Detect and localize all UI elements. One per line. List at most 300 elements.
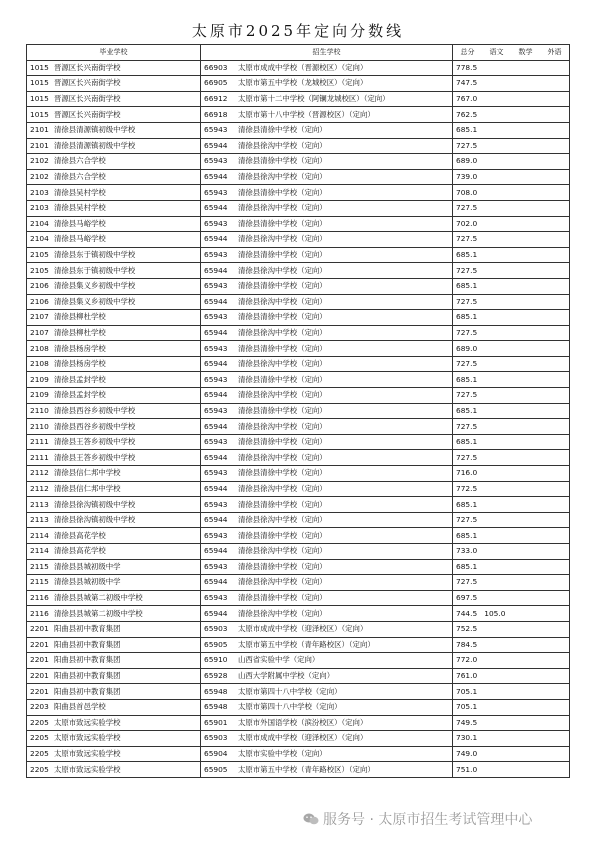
- school-name: 清徐县杨房学校: [54, 343, 106, 353]
- score-cell: [453, 606, 570, 622]
- score-cell: [453, 575, 570, 591]
- target-name: 清徐县清徐中学校（定向）: [238, 312, 327, 322]
- school-name: 晋源区长兴南街学校: [54, 78, 121, 88]
- total-score: 751.0: [456, 764, 478, 774]
- school-cell: [27, 310, 201, 326]
- total-score: 685.1: [456, 250, 478, 260]
- target-code: 65943: [204, 312, 228, 322]
- target-name: 清徐县清徐中学校（定向）: [238, 125, 327, 135]
- school-code: 2107: [30, 327, 49, 337]
- table-row: [27, 668, 570, 684]
- school-code: 2105: [30, 250, 49, 260]
- target-name: 清徐县徐沟中学校（定向）: [238, 390, 327, 400]
- target-code: 65944: [204, 577, 228, 587]
- target-code: 65943: [204, 374, 228, 384]
- target-code: 65903: [204, 624, 228, 634]
- target-cell: [201, 278, 453, 294]
- total-score: 685.1: [456, 405, 478, 415]
- target-name: 清徐县清徐中学校（定向）: [238, 593, 327, 603]
- school-cell: [27, 668, 201, 684]
- school-name: 清徐县柳杜学校: [54, 312, 106, 322]
- school-code: 2109: [30, 390, 49, 400]
- school-name: 清徐县东于镇初级中学校: [54, 250, 136, 260]
- target-name: 太原市成成中学校（迎泽校区）（定向）: [238, 733, 368, 743]
- target-code: 65943: [204, 405, 228, 415]
- score-cell: [453, 699, 570, 715]
- total-score: 727.5: [456, 140, 478, 150]
- target-code: 65905: [204, 639, 228, 649]
- total-score: 727.5: [456, 452, 478, 462]
- target-code: 65944: [204, 390, 228, 400]
- total-score: 727.5: [456, 203, 478, 213]
- table-row: [27, 590, 570, 606]
- target-name: 清徐县清徐中学校（定向）: [238, 187, 327, 197]
- target-code: 65944: [204, 234, 228, 244]
- school-name: 清徐县信仁邦中学校: [54, 483, 121, 493]
- target-name: 太原市第四十八中学校（定向）: [238, 686, 342, 696]
- target-cell: [201, 528, 453, 544]
- target-code: 65943: [204, 281, 228, 291]
- school-cell: [27, 731, 201, 747]
- score-cell: [453, 325, 570, 341]
- score-cell: [453, 76, 570, 92]
- school-code: 2201: [30, 639, 49, 649]
- target-code: 65944: [204, 172, 228, 182]
- school-code: 2113: [30, 515, 49, 525]
- school-code: 2205: [30, 749, 49, 759]
- total-score: 744.5: [456, 608, 478, 618]
- school-name: 阳曲县初中教育集团: [54, 671, 121, 681]
- total-score: 689.0: [456, 343, 478, 353]
- chinese-score: 105.0: [484, 608, 506, 618]
- table-row: [27, 216, 570, 232]
- header-target: 招生学校: [201, 45, 453, 61]
- total-score: 685.1: [456, 125, 478, 135]
- target-name: 清徐县清徐中学校（定向）: [238, 468, 327, 478]
- table-row: [27, 434, 570, 450]
- table-row: [27, 91, 570, 107]
- school-name: 清徐县六合学校: [54, 156, 106, 166]
- total-score: 685.1: [456, 530, 478, 540]
- school-name: 太原市致远实验学校: [54, 733, 121, 743]
- table-row: [27, 653, 570, 669]
- school-name: 晋源区长兴南街学校: [54, 109, 121, 119]
- target-code: 65944: [204, 203, 228, 213]
- total-score: 727.5: [456, 359, 478, 369]
- score-cell: [453, 200, 570, 216]
- score-cell: [453, 185, 570, 201]
- target-code: 65943: [204, 437, 228, 447]
- target-name: 清徐县徐沟中学校（定向）: [238, 140, 327, 150]
- target-cell: [201, 138, 453, 154]
- target-cell: [201, 684, 453, 700]
- school-cell: [27, 419, 201, 435]
- table-row: [27, 388, 570, 404]
- school-cell: [27, 341, 201, 357]
- score-cell: [453, 356, 570, 372]
- school-name: 阳曲县初中教育集团: [54, 624, 121, 634]
- target-cell: [201, 653, 453, 669]
- total-score: 727.5: [456, 234, 478, 244]
- total-score: 708.0: [456, 187, 478, 197]
- school-name: 清徐县徐沟镇初级中学校: [54, 515, 136, 525]
- total-score: 739.0: [456, 172, 478, 182]
- school-cell: [27, 185, 201, 201]
- school-cell: [27, 91, 201, 107]
- header-math: 数学: [518, 48, 533, 57]
- target-cell: [201, 60, 453, 76]
- school-name: 清徐县集义乡初级中学校: [54, 281, 136, 291]
- school-code: 2114: [30, 546, 49, 556]
- school-code: 2114: [30, 530, 49, 540]
- target-name: 清徐县清徐中学校（定向）: [238, 530, 327, 540]
- school-name: 阳曲县初中教育集团: [54, 639, 121, 649]
- school-code: 2205: [30, 717, 49, 727]
- table-row: [27, 699, 570, 715]
- school-cell: [27, 684, 201, 700]
- school-name: 清徐县王答乡初级中学校: [54, 452, 136, 462]
- score-cell: [453, 746, 570, 762]
- school-code: 1015: [30, 109, 49, 119]
- score-cell: [453, 466, 570, 482]
- school-code: 2105: [30, 265, 49, 275]
- school-code: 2106: [30, 281, 49, 291]
- target-cell: [201, 185, 453, 201]
- school-cell: [27, 544, 201, 560]
- target-cell: [201, 107, 453, 123]
- school-cell: [27, 294, 201, 310]
- score-cell: [453, 731, 570, 747]
- score-cell: [453, 481, 570, 497]
- school-code: 2115: [30, 577, 49, 587]
- target-cell: [201, 216, 453, 232]
- school-name: 清徐县吴村学校: [54, 203, 106, 213]
- school-code: 2110: [30, 405, 49, 415]
- school-code: 2205: [30, 764, 49, 774]
- target-code: 65943: [204, 218, 228, 228]
- school-cell: [27, 699, 201, 715]
- target-cell: [201, 699, 453, 715]
- header-english: 外语: [547, 48, 562, 57]
- school-name: 太原市致远实验学校: [54, 717, 121, 727]
- school-code: 2201: [30, 624, 49, 634]
- score-cell: [453, 653, 570, 669]
- table-row: [27, 341, 570, 357]
- target-cell: [201, 356, 453, 372]
- score-cell: [453, 169, 570, 185]
- school-cell: [27, 107, 201, 123]
- target-name: 清徐县清徐中学校（定向）: [238, 499, 327, 509]
- school-name: 清徐县县城第二初级中学校: [54, 608, 143, 618]
- table-row: [27, 403, 570, 419]
- target-name: 清徐县徐沟中学校（定向）: [238, 515, 327, 525]
- school-cell: [27, 138, 201, 154]
- score-cell: [453, 668, 570, 684]
- school-code: 2107: [30, 312, 49, 322]
- target-name: 清徐县清徐中学校（定向）: [238, 218, 327, 228]
- score-cell: [453, 403, 570, 419]
- school-name: 清徐县孟封学校: [54, 390, 106, 400]
- total-score: 685.1: [456, 374, 478, 384]
- target-code: 65943: [204, 250, 228, 260]
- score-cell: [453, 434, 570, 450]
- score-cell: [453, 107, 570, 123]
- school-code: 2116: [30, 608, 49, 618]
- school-code: 2109: [30, 374, 49, 384]
- target-code: 65943: [204, 156, 228, 166]
- target-name: 清徐县清徐中学校（定向）: [238, 281, 327, 291]
- score-cell: [453, 590, 570, 606]
- target-cell: [201, 310, 453, 326]
- table-row: [27, 575, 570, 591]
- table-row: [27, 762, 570, 778]
- target-name: 太原市第十二中学校（阿镧龙城校区）（定向）: [238, 94, 390, 104]
- school-cell: [27, 481, 201, 497]
- school-cell: [27, 76, 201, 92]
- school-code: 2111: [30, 452, 49, 462]
- school-name: 清徐县县城第二初级中学校: [54, 593, 143, 603]
- total-score: 685.1: [456, 561, 478, 571]
- target-name: 太原市外国语学校（滨汾校区）（定向）: [238, 717, 368, 727]
- target-code: 65944: [204, 265, 228, 275]
- target-name: 清徐县徐沟中学校（定向）: [238, 608, 327, 618]
- score-table: [26, 44, 570, 778]
- target-name: 清徐县徐沟中学校（定向）: [238, 359, 327, 369]
- total-score: 784.5: [456, 639, 478, 649]
- score-cell: [453, 216, 570, 232]
- school-code: 2106: [30, 296, 49, 306]
- school-name: 清徐县柳杜学校: [54, 327, 106, 337]
- target-code: 65943: [204, 187, 228, 197]
- target-code: 65905: [204, 764, 228, 774]
- score-cell: [453, 341, 570, 357]
- total-score: 727.5: [456, 327, 478, 337]
- target-name: 清徐县清徐中学校（定向）: [238, 250, 327, 260]
- target-cell: [201, 575, 453, 591]
- header-scores: [453, 45, 570, 61]
- total-score: 733.0: [456, 546, 478, 556]
- score-cell: [453, 122, 570, 138]
- target-cell: [201, 403, 453, 419]
- school-name: 清徐县马峪学校: [54, 234, 106, 244]
- target-cell: [201, 294, 453, 310]
- table-row: [27, 606, 570, 622]
- target-name: 清徐县清徐中学校（定向）: [238, 405, 327, 415]
- school-code: 2104: [30, 234, 49, 244]
- score-cell: [453, 559, 570, 575]
- score-cell: [453, 450, 570, 466]
- target-code: 66903: [204, 62, 228, 72]
- school-cell: [27, 590, 201, 606]
- target-name: 太原市第五中学校（青年路校区）（定向）: [238, 764, 375, 774]
- school-name: 清徐县集义乡初级中学校: [54, 296, 136, 306]
- table-row: [27, 450, 570, 466]
- target-code: 66905: [204, 78, 228, 88]
- school-code: 2111: [30, 437, 49, 447]
- table-row: [27, 528, 570, 544]
- table-row: [27, 232, 570, 248]
- score-cell: [453, 310, 570, 326]
- table-row: [27, 278, 570, 294]
- target-cell: [201, 559, 453, 575]
- target-code: 65904: [204, 749, 228, 759]
- target-name: 太原市第四十八中学校（定向）: [238, 702, 342, 712]
- school-cell: [27, 122, 201, 138]
- school-code: 2102: [30, 172, 49, 182]
- score-cell: [453, 715, 570, 731]
- target-cell: [201, 76, 453, 92]
- table-row: [27, 263, 570, 279]
- target-cell: [201, 746, 453, 762]
- school-cell: [27, 434, 201, 450]
- school-cell: [27, 653, 201, 669]
- target-cell: [201, 715, 453, 731]
- target-cell: [201, 247, 453, 263]
- target-name: 太原市第十八中学校（晋源校区）（定向）: [238, 109, 375, 119]
- score-cell: [453, 512, 570, 528]
- school-cell: [27, 715, 201, 731]
- target-cell: [201, 466, 453, 482]
- target-name: 清徐县清徐中学校（定向）: [238, 561, 327, 571]
- target-code: 65910: [204, 655, 228, 665]
- school-name: 清徐县西谷乡初级中学校: [54, 421, 136, 431]
- target-cell: [201, 434, 453, 450]
- table-row: [27, 497, 570, 513]
- school-code: 2201: [30, 671, 49, 681]
- target-cell: [201, 450, 453, 466]
- school-code: 2112: [30, 468, 49, 478]
- school-cell: [27, 216, 201, 232]
- total-score: 761.0: [456, 671, 478, 681]
- header-chinese: 语文: [489, 48, 504, 57]
- total-score: 749.5: [456, 717, 478, 727]
- school-name: 清徐县信仁邦中学校: [54, 468, 121, 478]
- target-code: 65943: [204, 125, 228, 135]
- target-cell: [201, 388, 453, 404]
- table-row: [27, 294, 570, 310]
- table-body: [27, 60, 570, 777]
- table-row: [27, 637, 570, 653]
- target-code: 65903: [204, 733, 228, 743]
- table-row: [27, 684, 570, 700]
- target-name: 清徐县徐沟中学校（定向）: [238, 172, 327, 182]
- table-row: [27, 169, 570, 185]
- target-cell: [201, 637, 453, 653]
- table-row: [27, 154, 570, 170]
- school-cell: [27, 746, 201, 762]
- target-cell: [201, 497, 453, 513]
- school-name: 清徐县清源镇初级中学校: [54, 125, 136, 135]
- target-code: 65943: [204, 593, 228, 603]
- total-score: 685.1: [456, 281, 478, 291]
- table-row: [27, 481, 570, 497]
- target-code: 65901: [204, 717, 228, 727]
- target-name: 清徐县徐沟中学校（定向）: [238, 421, 327, 431]
- target-cell: [201, 200, 453, 216]
- target-cell: [201, 512, 453, 528]
- total-score: 705.1: [456, 702, 478, 712]
- school-code: 2101: [30, 140, 49, 150]
- table-row: [27, 185, 570, 201]
- score-cell: [453, 372, 570, 388]
- score-cell: [453, 762, 570, 778]
- school-name: 晋源区长兴南街学校: [54, 62, 121, 72]
- total-score: 752.5: [456, 624, 478, 634]
- target-code: 65948: [204, 702, 228, 712]
- school-code: 2201: [30, 655, 49, 665]
- school-cell: [27, 497, 201, 513]
- target-name: 清徐县清徐中学校（定向）: [238, 437, 327, 447]
- school-code: 2110: [30, 421, 49, 431]
- target-cell: [201, 325, 453, 341]
- target-cell: [201, 154, 453, 170]
- target-cell: [201, 731, 453, 747]
- total-score: 727.5: [456, 515, 478, 525]
- target-cell: [201, 544, 453, 560]
- total-score: 749.0: [456, 749, 478, 759]
- table-row: [27, 621, 570, 637]
- table-row: [27, 76, 570, 92]
- target-name: 太原市成成中学校（迎泽校区）（定向）: [238, 624, 368, 634]
- table-row: [27, 247, 570, 263]
- school-cell: [27, 450, 201, 466]
- score-cell: [453, 247, 570, 263]
- school-name: 阳曲县初中教育集团: [54, 655, 121, 665]
- wechat-icon: [303, 813, 319, 825]
- total-score: 685.1: [456, 437, 478, 447]
- table-row: [27, 419, 570, 435]
- school-cell: [27, 575, 201, 591]
- target-code: 65944: [204, 452, 228, 462]
- score-cell: [453, 419, 570, 435]
- target-code: 66912: [204, 94, 228, 104]
- table-row: [27, 138, 570, 154]
- school-name: 清徐县六合学校: [54, 172, 106, 182]
- school-cell: [27, 388, 201, 404]
- target-cell: [201, 590, 453, 606]
- target-cell: [201, 341, 453, 357]
- school-cell: [27, 559, 201, 575]
- target-code: 65943: [204, 468, 228, 478]
- school-code: 2108: [30, 343, 49, 353]
- school-name: 太原市致远实验学校: [54, 749, 121, 759]
- target-name: 清徐县徐沟中学校（定向）: [238, 546, 327, 556]
- target-name: 清徐县清徐中学校（定向）: [238, 343, 327, 353]
- table-row: [27, 372, 570, 388]
- school-cell: [27, 606, 201, 622]
- school-name: 清徐县吴村学校: [54, 187, 106, 197]
- school-code: 2205: [30, 733, 49, 743]
- school-cell: [27, 403, 201, 419]
- total-score: 727.5: [456, 296, 478, 306]
- score-cell: [453, 60, 570, 76]
- school-name: 清徐县县城初级中学: [54, 561, 121, 571]
- school-name: 清徐县高花学校: [54, 546, 106, 556]
- score-cell: [453, 497, 570, 513]
- score-cell: [453, 294, 570, 310]
- target-name: 太原市第五中学校（龙城校区）（定向）: [238, 78, 368, 88]
- target-name: 清徐县清徐中学校（定向）: [238, 156, 327, 166]
- target-name: 清徐县徐沟中学校（定向）: [238, 296, 327, 306]
- header-total: 总分: [460, 48, 475, 57]
- total-score: 767.0: [456, 94, 478, 104]
- school-cell: [27, 621, 201, 637]
- school-cell: [27, 466, 201, 482]
- target-cell: [201, 263, 453, 279]
- school-cell: [27, 637, 201, 653]
- school-code: 2103: [30, 203, 49, 213]
- school-name: 清徐县杨房学校: [54, 359, 106, 369]
